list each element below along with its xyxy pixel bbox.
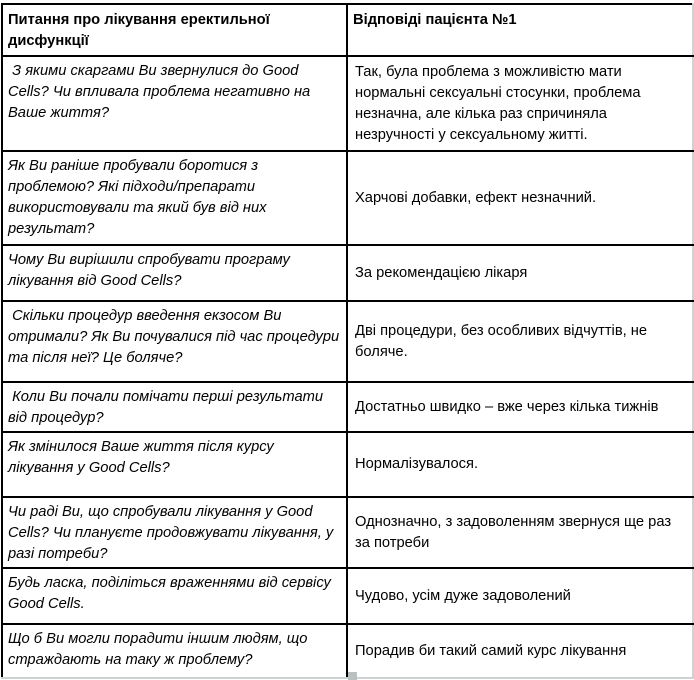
answer-cell: Достатньо швидко – вже через кілька тижнів [347,382,693,432]
table-grid-artifact [348,672,357,680]
question-cell: З якими скаргами Ви звернулися до Good Cells? Чи впливала проблема негативно на Ваше життя? [2,56,347,151]
answer-cell: Однозначно, з задоволенням звернуся ще раз за потреби [347,497,693,568]
header-answer-column: Відповіді пацієнта №1 [347,4,693,56]
table-row [2,432,693,497]
answer-cell: Дві процедури, без особливих відчуттів, не боляче. [347,301,693,382]
table-row [2,301,693,382]
table-row [2,624,693,678]
answer-cell: Чудово, усім дуже задоволений [347,568,693,624]
question-cell: Чи раді Ви, що спробували лікування у Good Cells? Чи плануєте продовжувати лікування, у разі потреби? [2,497,347,568]
question-cell: Як Ви раніше пробували боротися з проблемою? Які підходи/препарати використовували та який був від них результат? [2,151,347,245]
table-header-row [2,4,693,56]
question-cell: Що б Ви могли порадити іншим людям, що страждають на таку ж проблему? [2,624,347,678]
table-row [2,56,693,151]
qa-table [1,3,694,679]
answer-cell: Нормалізувалося. [347,432,693,497]
answer-cell: Харчові добавки, ефект незначний. [347,151,693,245]
question-cell: Коли Ви почали помічати перші результати від процедур? [2,382,347,432]
answer-cell: Порадив би такий самий курс лікування [347,624,693,678]
table-row [2,497,693,568]
question-cell: Будь ласка, поділіться враженнями від сервісу Good Cells. [2,568,347,624]
answer-cell: Так, була проблема з можливістю мати нормальні сексуальні стосунки, проблема незначна, але кілька раз спричиняла незручності у сексуальному житті. [347,56,693,151]
table-row [2,245,693,301]
table-row [2,382,693,432]
table-row [2,151,693,245]
question-cell: Як змінилося Ваше життя після курсу лікування у Good Cells? [2,432,347,497]
question-cell: Скільки процедур введення екзосом Ви отримали? Як Ви почувалися під час процедури та після неї? Це боляче? [2,301,347,382]
header-question-column: Питання про лікування еректильної дисфункції [2,4,347,56]
table-row [2,568,693,624]
answer-cell: За рекомендацією лікаря [347,245,693,301]
question-cell: Чому Ви вирішили спробувати програму лікування від Good Cells? [2,245,347,301]
